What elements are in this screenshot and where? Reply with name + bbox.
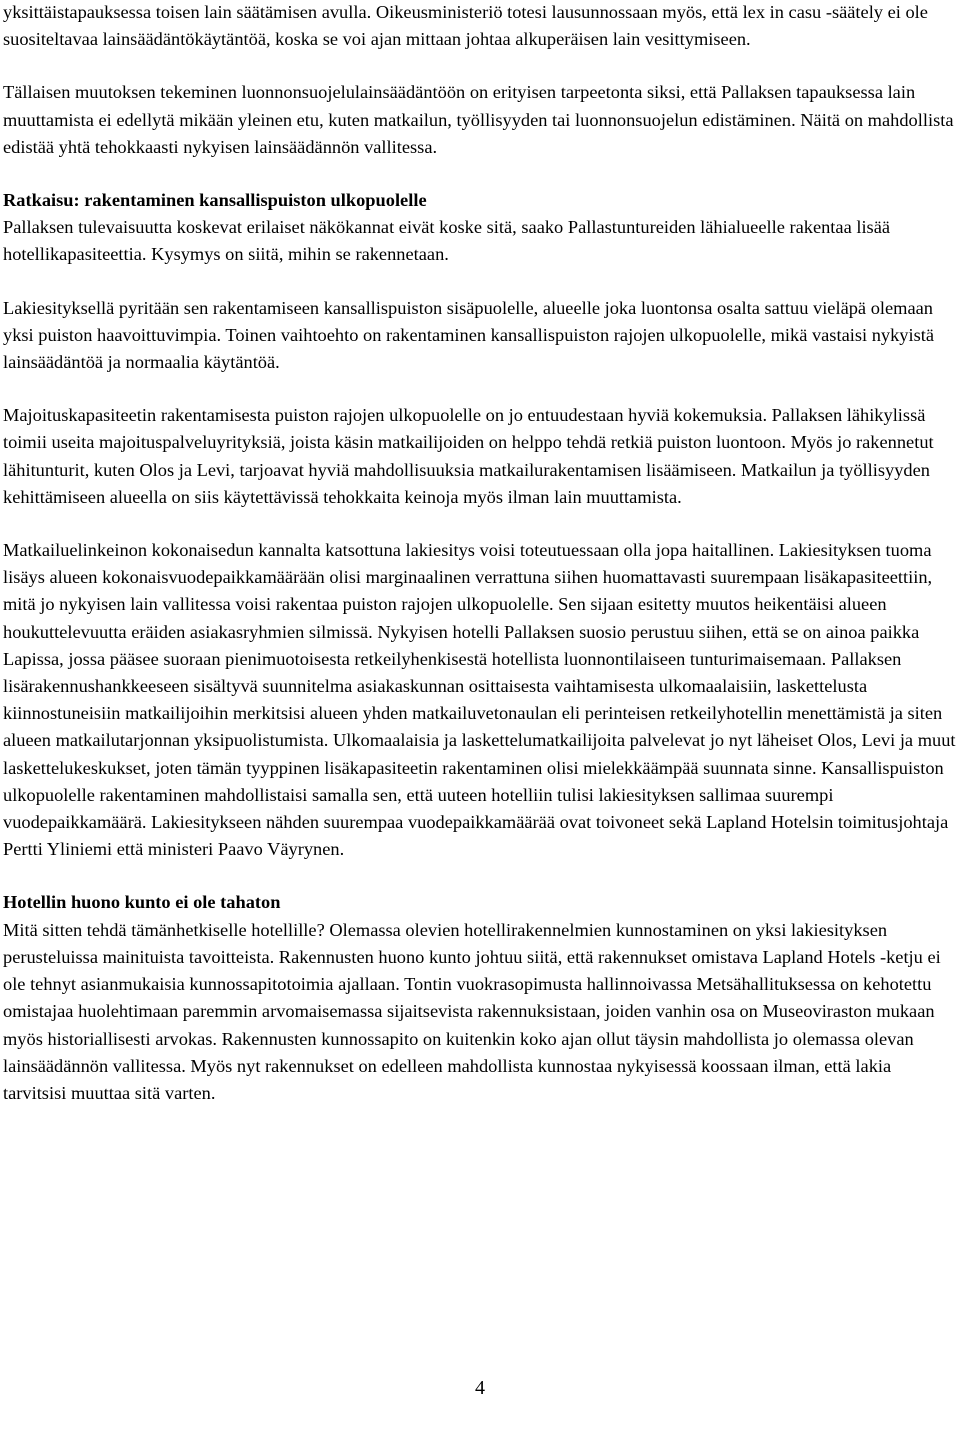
paragraph-6: [3, 537, 957, 863]
paragraph-7-text: Mitä sitten tehdä tämänhetkiselle hotellille? Olemassa olevien hotellirakennelmien kunnostaminen on yksi lakiesityksen perusteluissa mainituista tavoitteista. Rakennusten huono kunto johtuu siitä, että rakennukset omistava Lapland Hotels -ketju ei ole tehnyt asianmukaisia kunnossapitotoimia ajallaan. Tontin vuokrasopimusta hallinnoivassa Metsähallituksessa on kehotettu omistajaa huolehtimaan paremmin arvomaisemassa sijaitsevista rakennuksistaan, joiden vanhin osa on Museoviraston mukaan myös historiallisesti arvokas. Rakennusten kunnossapito on kuitenkin koko ajan ollut täysin mahdollista jo olemassa olevan lainsäädännön vallitessa. Myös nyt rakennukset on edelleen mahdollista kunnostaa nykyisessä koossaan ilman, että lakia tarvitsisi muuttaa sitä varten.: [3, 919, 941, 1103]
page-number: 4: [475, 1377, 485, 1399]
paragraph-1-text: yksittäistapauksessa toisen lain säätämisen avulla. Oikeusministeriö totesi lausunnossaan myös, että lex in casu -säätely ei ole suositeltavaa lainsäädäntökäytäntöä, koska se voi ajan mittaan johtaa alkuperäisen lain vesittymiseen.: [3, 2, 928, 50]
section-heading-ratkaisu: Ratkaisu: rakentaminen kansallispuiston ulkopuolelle: [3, 190, 427, 211]
paragraph-2-text: Tällaisen muutoksen tekeminen luonnonsuojelulainsäädäntöön on erityisen tarpeetonta siksi, että Pallaksen tapauksessa lain muuttamista ei edellytä mikään yleinen etu, kuten matkailun, työllisyyden tai luonnonsuojelun edistäminen. Näitä on mahdollista edistää yhtä tehokkaasti nykyisen lainsäädännön vallitessa.: [3, 82, 954, 157]
paragraph-5: [3, 402, 957, 511]
paragraph-4: [3, 295, 957, 377]
paragraph-4-text: Lakiesityksellä pyritään sen rakentamiseen kansallispuiston sisäpuolelle, alueelle joka luontonsa osalta sattuu vieläpä olemaan yksi puiston haavoittuvimpia. Toinen vaihtoehto on rakentaminen kansallispuiston rajojen ulkopuolelle, mikä vastaisi nykyistä lainsäädäntöä ja normaalia käytäntöä.: [3, 297, 935, 373]
document-page: [3, 0, 957, 1133]
paragraph-3-text: Pallaksen tulevaisuutta koskevat erilaiset näkökannat eivät koske sitä, saako Pallastuntureiden lähialueelle rakentaa lisää hotellikapasiteettia. Kysymys on siitä, mihin se rakennetaan.: [3, 217, 891, 265]
section-heading-hotellin: Hotellin huono kunto ei ole tahaton: [3, 892, 281, 913]
paragraph-1: [3, 0, 957, 53]
paragraph-2: [3, 79, 957, 161]
paragraph-3: [3, 187, 957, 269]
paragraph-5-text: Majoituskapasiteetin rakentamisesta puiston rajojen ulkopuolelle on jo entuudestaan hyviä kokemuksia. Pallaksen lähikylissä toimii useita majoituspalveluyrityksiä, joista käsin matkailijoiden on helppo tehdä retkiä puiston luontoon. Myös jo rakennetut lähitunturit, kuten Olos ja Levi, tarjoavat hyviä mahdollisuuksia matkailurakentamisen lisäämiseen. Matkailun ja työllisyyden kehittämiseen alueella on siis käytettävissä tehokkaita keinoja myös ilman lain muuttamista.: [3, 405, 934, 507]
paragraph-7: [3, 889, 957, 1107]
paragraph-6-text: Matkailuelinkeinon kokonaisedun kannalta katsottuna lakiesitys voisi toteutuessaan olla jopa haitallinen. Lakiesityksen tuoma lisäys alueen kokonaisvuodepaikkamäärään olisi marginaalinen verrattuna siihen huomattavasti suurempaan lisäkapasiteettiin, mitä jo nykyisen lain vallitessa voisi rakentaa puiston rajojen ulkopuolelle. Sen sijaan esitetty muutos heikentäisi alueen houkuttelevuutta eräiden asiakasryhmien silmissä. Nykyisen hotelli Pallaksen suosio perustuu siihen, että se on ainoa paikka Lapissa, jossa pääsee suoraan pienimuotoisesta retkeilyhenkisestä hotellista luonnontilaiseen tunturimaisemaan. Pallaksen lisärakennushankkeeseen sisältyvä suunnitelma asiakaskunnan osittaisesta vaihtamisesta ulkomaalaisiin, laskettelusta kiinnostuneisiin matkailijoihin merkitsisi alueen yhden matkailuvetonaulan eli perinteisen retkeilyhotellin menettämistä ja siten alueen matkailutarjonnan yksipuolistumista. Ulkomaalaisia ja laskettelumatkailijoita palvelevat jo nyt läheiset Olos, Levi ja muut laskettelukeskukset, joten tämän tyyppinen lisäkapasiteetin rakentaminen olisi mielekkäämpää suunnata sinne. Kansallispuiston ulkopuolelle rakentaminen mahdollistaisi samalla sen, että uuteen hotelliin tulisi lakiesityksen sallimaa suurempi vuodepaikkamäärä. Lakiesitykseen nähden suurempaa vuodepaikkamäärää ovat toivoneet sekä Lapland Hotelsin toimitusjohtaja Pertti Yliniemi että ministeri Paavo Väyrynen.: [3, 540, 956, 860]
